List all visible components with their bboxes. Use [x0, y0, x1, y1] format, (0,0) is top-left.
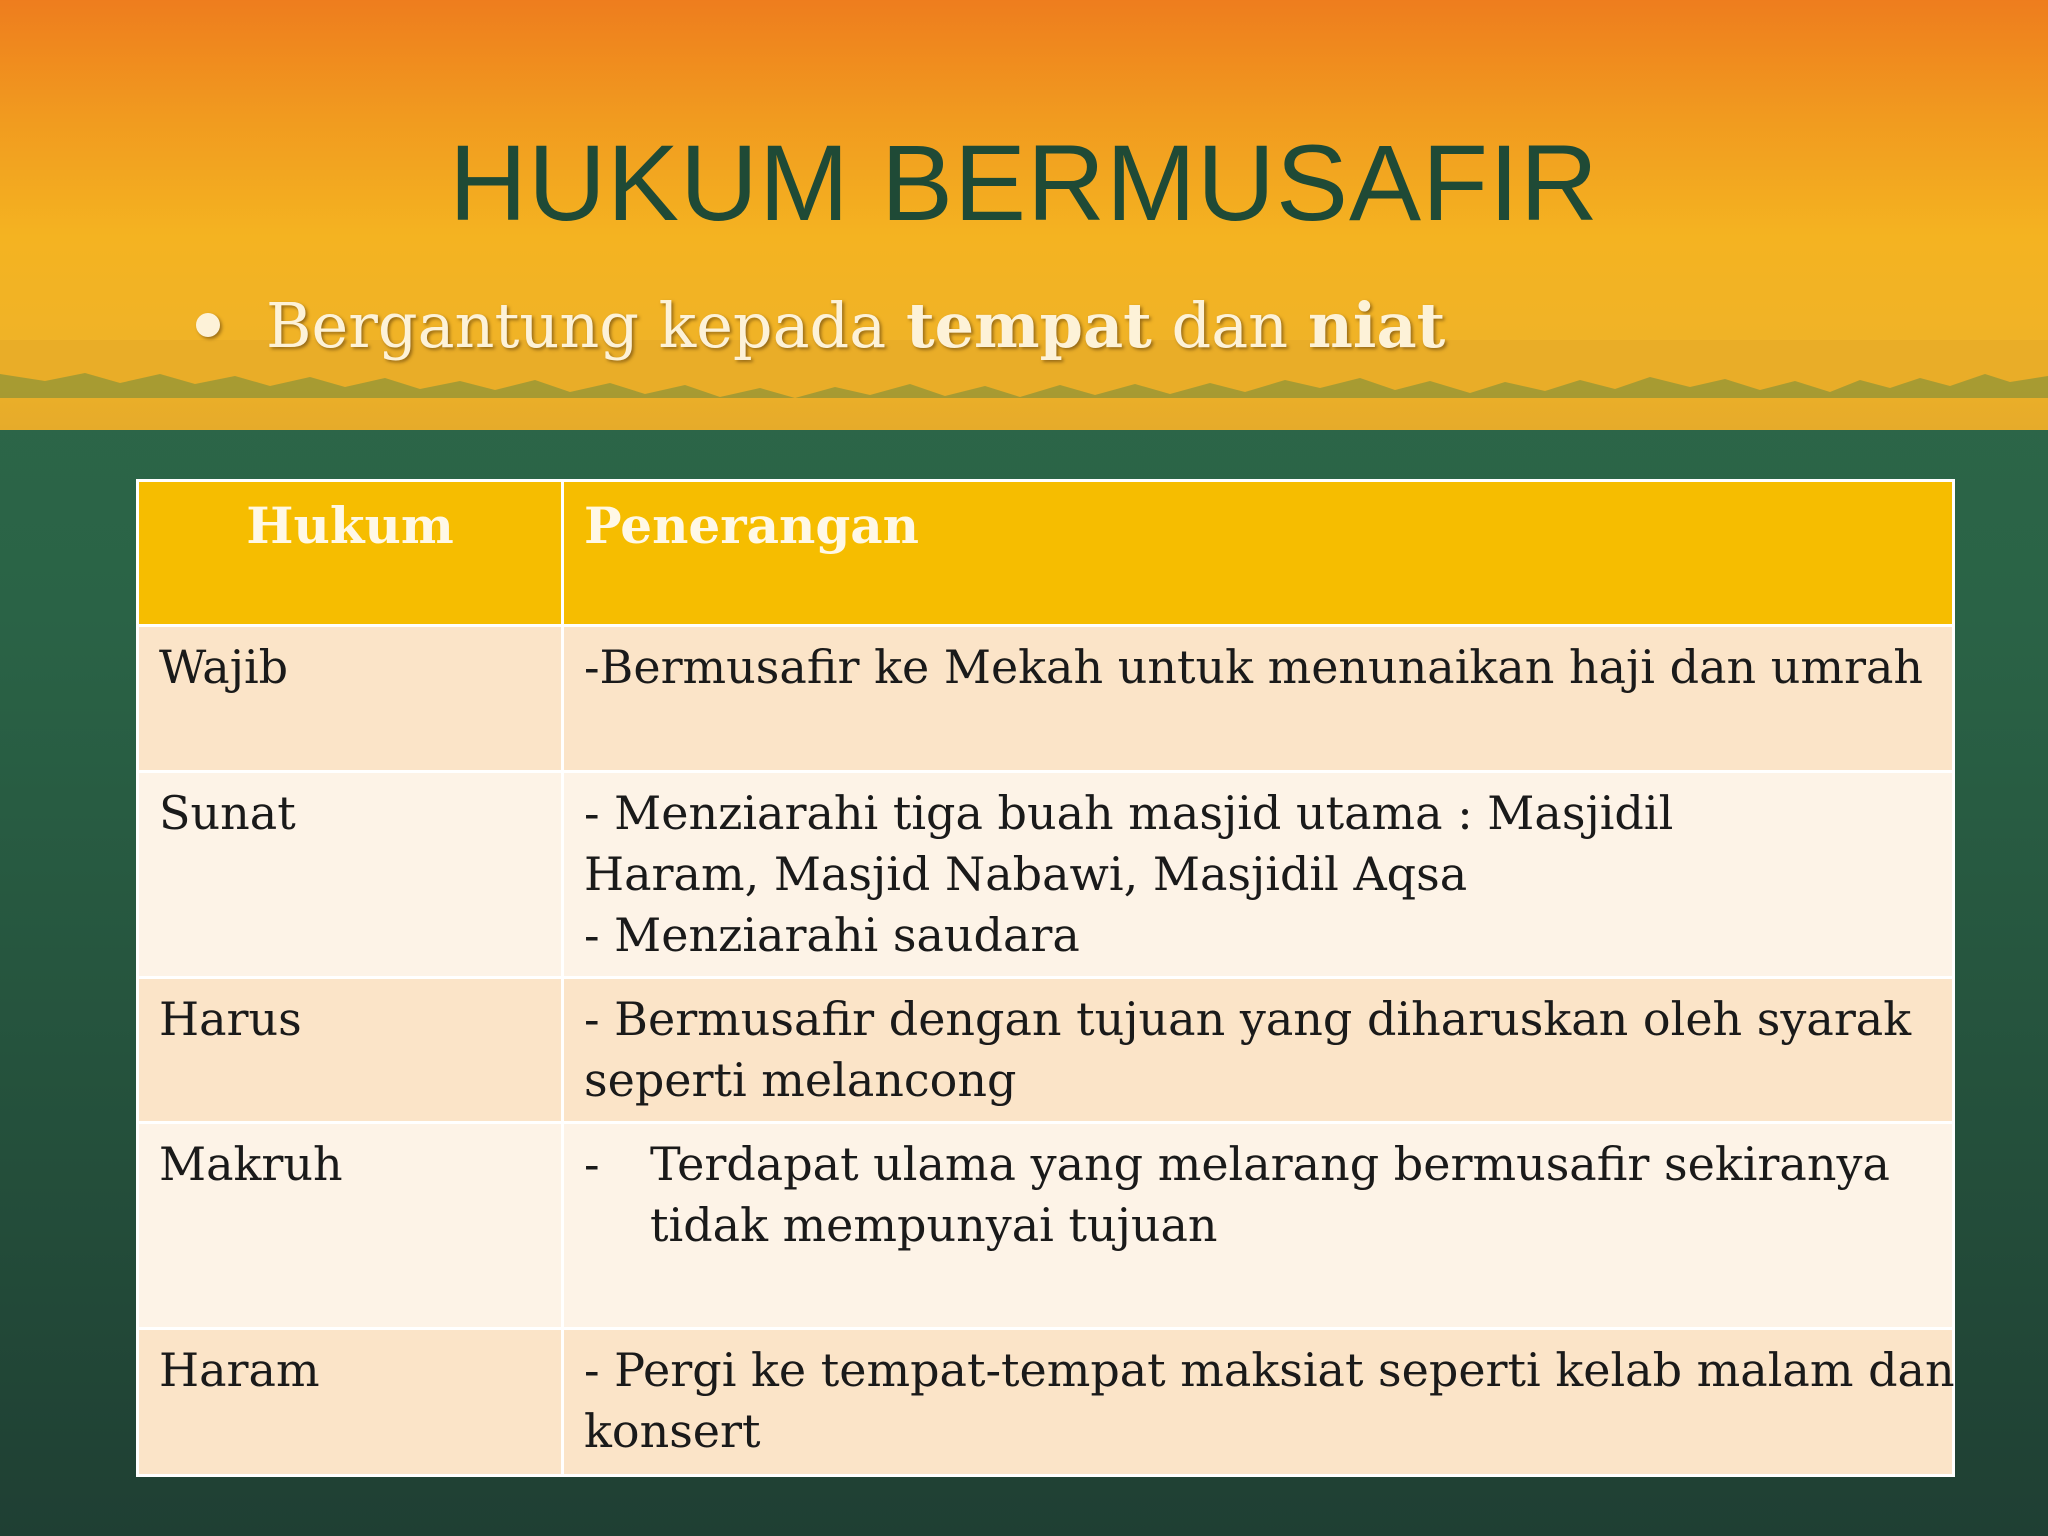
bullet-text-middle: dan [1171, 289, 1289, 362]
cell-penerangan [563, 1123, 1954, 1329]
slide-title: HUKUM BERMUSAFIR [448, 122, 1600, 243]
cell-line: konsert [584, 1404, 761, 1458]
hanging-list-item [584, 1134, 1932, 1256]
cell-hukum: Haram [138, 1329, 563, 1476]
bullet-bold-tempat: tempat [905, 289, 1152, 362]
cell-penerangan [563, 1329, 1954, 1476]
header-hukum: Hukum [138, 481, 563, 626]
cell-line: -Bermusafir ke Mekah untuk menunaikan haji dan umrah [584, 640, 1924, 694]
table-row [138, 978, 1954, 1123]
cell-line: Haram, Masjid Nabawi, Masjidil Aqsa [584, 847, 1468, 901]
cell-line: Terdapat ulama yang melarang bermusafir sekiranya [650, 1137, 1890, 1191]
cell-line: seperti melancong [584, 1053, 1017, 1107]
table-row [138, 772, 1954, 978]
hukum-table [136, 479, 1955, 1477]
table-row [138, 626, 1954, 772]
table-row [138, 1123, 1954, 1329]
list-dash: - [584, 1137, 600, 1191]
table-header-row [138, 481, 1954, 626]
cell-line: tidak mempunyai tujuan [650, 1198, 1218, 1252]
cell-hukum: Makruh [138, 1123, 563, 1329]
cell-line: - Bermusafir dengan tujuan yang diharuskan oleh syarak [584, 992, 1912, 1046]
cell-hukum: Harus [138, 978, 563, 1123]
cell-hukum: Sunat [138, 772, 563, 978]
bullet-bold-niat: niat [1307, 289, 1446, 362]
cell-hukum: Wajib [138, 626, 563, 772]
bullet-dot-icon [196, 313, 220, 337]
cell-line: - Menziarahi tiga buah masjid utama : Masjidil [584, 786, 1674, 840]
bullet-text-prefix: Bergantung kepada [266, 289, 887, 362]
intro-bullet [196, 286, 1445, 366]
cell-penerangan [563, 626, 1954, 772]
list-item-text [650, 1134, 1890, 1256]
header-penerangan: Penerangan [563, 481, 1954, 626]
cell-penerangan [563, 772, 1954, 978]
table-row [138, 1329, 1954, 1476]
cell-line: - Menziarahi saudara [584, 908, 1080, 962]
cell-line: - Pergi ke tempat-tempat maksiat seperti kelab malam dan [584, 1343, 1955, 1397]
cell-penerangan [563, 978, 1954, 1123]
